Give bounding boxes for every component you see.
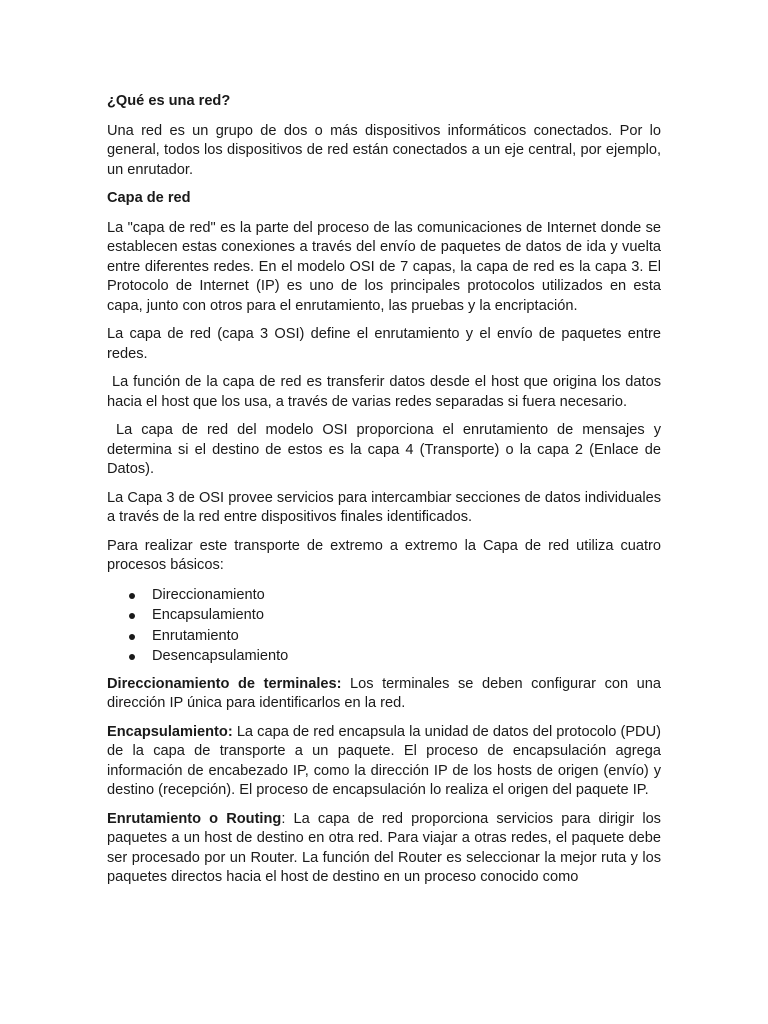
paragraph-capa-3-servicios: La Capa 3 de OSI provee servicios para intercambiar secciones de datos individuales a través de la red entre dispositivos finales identificados. xyxy=(107,489,661,525)
bullet-icon xyxy=(129,634,135,640)
list-item-label: Direccionamiento xyxy=(152,586,265,603)
paragraph-definicion-red: Una red es un grupo de dos o más dispositivos informáticos conectados. Por lo general, todos los dispositivos de red están conectados a un eje central, por ejemplo, un enrutador. xyxy=(107,122,661,178)
list-item-label: Enrutamiento xyxy=(152,627,239,644)
bullet-icon xyxy=(129,593,135,599)
bullet-icon xyxy=(129,613,135,619)
paragraph-capa-de-red: La "capa de red" es la parte del proceso de las comunicaciones de Internet donde se establecen estas conexiones a través del envío de paquetes de datos de ida y vuelta entre diferentes redes. En el modelo OSI de 7 capas, la capa de red es la capa 3. El Protocolo de Internet (IP) es uno de los principales protocolos utilizados en esta capa, junto con otros para el enrutamiento, las pruebas y la encriptación. xyxy=(107,219,661,314)
list-item xyxy=(107,605,661,626)
definition-enrutamiento: : La capa de red proporciona servicios para dirigir los paquetes a un host de destino en otra red. Para viajar a otras redes, el paquete debe ser procesado por un Router. La función del Router es seleccionar la mejor ruta y los paquetes directos hacia el host de destino en un proceso conocido como xyxy=(107,810,661,885)
list-item-label: Encapsulamiento xyxy=(152,607,264,623)
definition-encapsulamiento: La capa de red encapsula la unidad de datos del protocolo (PDU) de la capa de transporte a un paquete. El proceso de encapsulación agrega información de encabezado IP, como la dirección IP de los hosts de origen (envío) y destino (recepción). El proceso de encapsulación lo realiza el origen del paquete IP. xyxy=(107,723,661,798)
list-item-label: Desencapsulamiento xyxy=(152,648,289,664)
paragraph-modelo-osi: La capa de red del modelo OSI proporciona el enrutamiento de mensajes y determina si el destino de estos es la capa 4 (Transporte) o la capa 2 (Enlace de Datos). xyxy=(107,422,666,477)
paragraph-funcion-capa: La función de la capa de red es transferir datos desde el host que origina los datos hacia el host que los usa, a través de varias redes separadas si fuera necesario. xyxy=(107,374,666,410)
heading-capa-de-red: Capa de red xyxy=(107,190,191,206)
bullet-icon xyxy=(129,654,135,660)
term-encapsulamiento: Encapsulamiento: xyxy=(107,723,233,740)
document-page xyxy=(107,92,666,897)
paragraph-encapsulamiento xyxy=(107,723,661,801)
term-direccionamiento: Direccionamiento de terminales: xyxy=(107,675,342,692)
processes-list xyxy=(107,585,661,667)
list-item xyxy=(107,626,661,647)
list-item xyxy=(107,585,661,606)
definition-direccionamiento: Los terminales se deben configurar con una dirección IP única para identificarlos en la red. xyxy=(107,675,662,711)
heading-que-es-una-red: ¿Qué es una red? xyxy=(107,93,231,109)
list-item xyxy=(107,646,661,667)
term-enrutamiento: Enrutamiento o Routing xyxy=(107,810,282,827)
paragraph-procesos-basicos: Para realizar este transporte de extremo a extremo la Capa de red utiliza cuatro procesos básicos: xyxy=(107,537,661,573)
paragraph-enrutamiento xyxy=(107,810,661,888)
paragraph-capa-3-define: La capa de red (capa 3 OSI) define el enrutamiento y el envío de paquetes entre redes. xyxy=(107,326,661,362)
paragraph-direccionamiento xyxy=(107,675,661,714)
